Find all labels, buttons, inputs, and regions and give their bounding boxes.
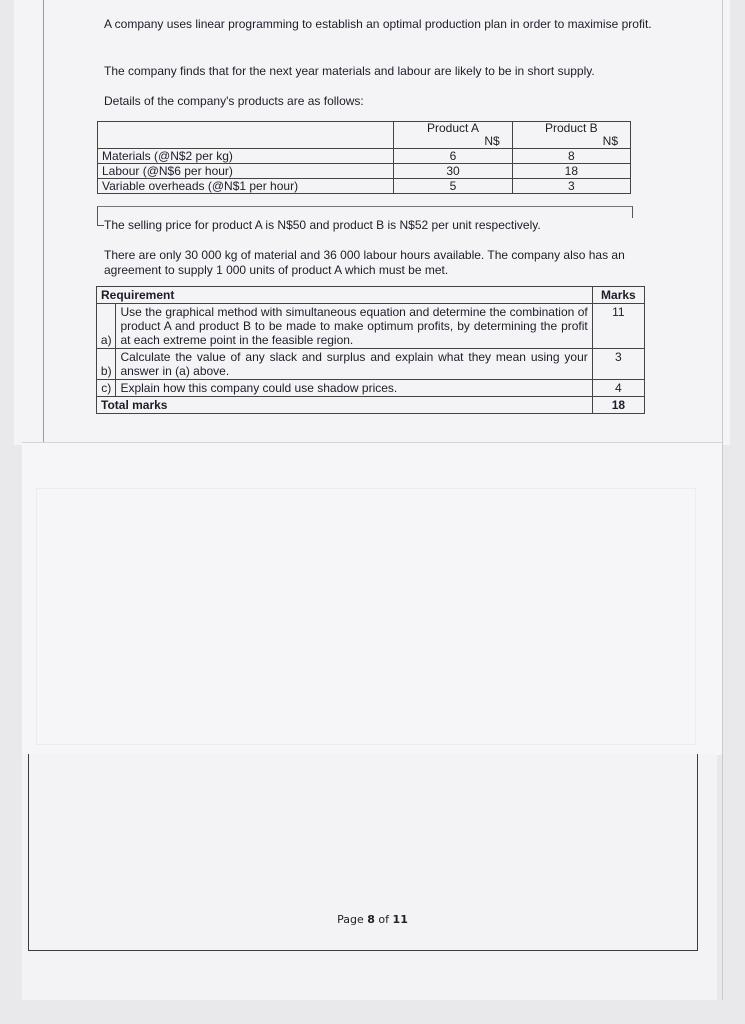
requirement-label: c) [97,380,116,397]
requirement-marks: 4 [592,380,644,397]
product-a-value: 6 [394,149,512,164]
table-row [98,149,631,164]
requirement-marks: 3 [592,349,644,380]
details-lead: Details of the company's products are as follows: [104,94,364,108]
product-b-value: 3 [512,179,630,194]
product-a-name: Product A [426,121,479,135]
table-row [98,179,631,194]
product-b-value: 18 [512,164,630,179]
product-a-unit: N$ [484,134,500,148]
product-b-header [512,122,630,149]
product-b-value: 8 [512,149,630,164]
product-a-value: 5 [394,179,512,194]
product-table-header [98,122,631,149]
table-row [98,164,631,179]
shortage-paragraph: The company finds that for the next year materials and labour are likely to be in short supply. [104,64,595,78]
total-row [97,397,645,414]
requirement-text: Explain how this company could use shadow prices. [116,380,592,397]
requirement-label: a) [97,304,116,349]
selling-price-paragraph: The selling price for product A is N$50 and product B is N$52 per unit respectively. [104,218,664,233]
page-number [0,913,745,926]
requirement-marks: 11 [592,304,644,349]
page-of: of [374,913,393,926]
total-label: Total marks [97,397,593,414]
page-prefix: Page [337,913,368,926]
row-label: Materials (@N$2 per kg) [98,149,394,164]
page-margin-line [43,0,44,445]
row-label: Labour (@N$6 per hour) [98,164,394,179]
requirements-header-row [97,287,645,304]
requirement-text: Calculate the value of any slack and surplus and explain what they mean using your answer in (a) above. [116,349,592,380]
product-a-header [394,122,512,149]
intro-paragraph: A company uses linear programming to establish an optimal production plan in order to maximise profit. [104,17,652,31]
header-blank-cell [98,122,394,149]
page-edge-line [722,0,723,1000]
product-b-unit: N$ [602,134,618,148]
requirement-text: Use the graphical method with simultaneous equation and determine the combination of product A and product B to be made to make optimum profits, by determining the profit at each extreme point in the feasible region. [116,304,592,349]
product-table [97,121,631,194]
requirement-label: b) [97,349,116,380]
marks-header: Marks [592,287,644,304]
product-b-name: Product B [544,121,598,135]
product-a-value: 30 [394,164,512,179]
requirements-table [96,286,645,414]
total-marks: 18 [592,397,644,414]
constraints-paragraph: There are only 30 000 kg of material and 36 000 labour hours available. The company also has an agreement to supply 1 000 units of product A which must be met. [104,248,625,277]
requirement-header: Requirement [97,287,593,304]
total-pages: 11 [392,913,408,926]
bleed-through-area [36,488,696,745]
requirement-row [97,349,645,380]
row-label: Variable overheads (@N$1 per hour) [98,179,394,194]
requirement-row [97,380,645,397]
requirement-row [97,304,645,349]
current-page: 8 [367,913,375,926]
